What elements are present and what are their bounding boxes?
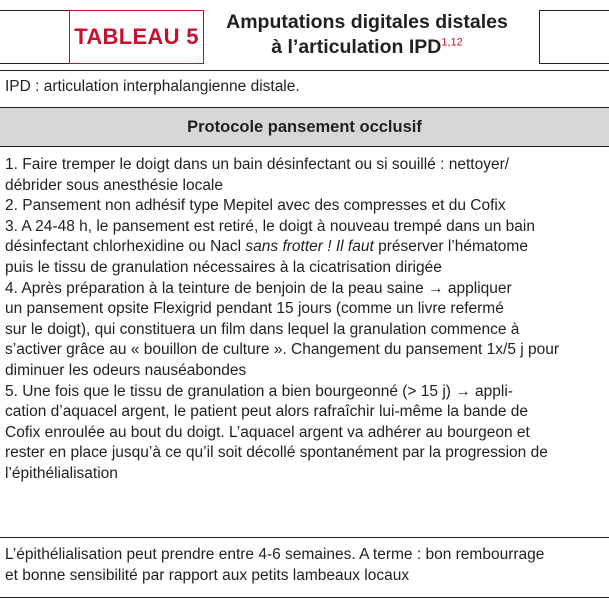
table-header bbox=[0, 0, 609, 72]
step-3-text: préserver l’hématome bbox=[373, 238, 528, 256]
section-title: Protocole pansement occlusif bbox=[187, 117, 422, 136]
abbreviation-note: IPD : articulation interphalangienne distale. bbox=[5, 78, 300, 95]
step-3 bbox=[5, 217, 605, 279]
step-4 bbox=[5, 279, 605, 382]
step-3-line bbox=[5, 237, 605, 258]
table-bottom-rule bbox=[0, 597, 609, 598]
step-3-line: 3. A 24-48 h, le pansement est retiré, le doigt à nouveau trempé dans un bain bbox=[5, 217, 535, 235]
protocol-steps bbox=[5, 155, 605, 485]
footer-divider bbox=[0, 537, 609, 538]
section-header bbox=[0, 107, 609, 147]
step-5-line: rester en place jusqu’à ce qu’il soit décollé spontanément par la progression de bbox=[5, 444, 548, 462]
step-2-line: 2. Pansement non adhésif type Mepitel avec des compresses et du Cofix bbox=[5, 197, 506, 215]
table-number-badge bbox=[69, 10, 204, 64]
step-4-line: diminuer les odeurs nauséabondes bbox=[5, 361, 247, 379]
step-5-line: l’épithélialisation bbox=[5, 464, 118, 482]
step-1-line: 1. Faire tremper le doigt dans un bain désinfectant ou si souillé : nettoyer/ bbox=[5, 156, 510, 173]
title-line-1: Amputations digitales distales bbox=[226, 11, 508, 33]
step-5-line: Cofix enroulée au bout du doigt. L’aquacel argent va adhérer au bourgeon et bbox=[5, 423, 530, 441]
step-1-line: débrider sous anesthésie locale bbox=[5, 176, 223, 194]
step-1 bbox=[5, 155, 605, 196]
header-rule-left-top bbox=[0, 10, 69, 11]
step-3-text: désinfectant chlorhexidine ou Nacl bbox=[5, 238, 246, 256]
footer-line: L’épithélialisation peut prendre entre 4-6 semaines. A terme : bon rembourrage bbox=[5, 546, 545, 563]
step-3-emphasis: sans frotter ! Il faut bbox=[245, 238, 374, 256]
table-title bbox=[212, 10, 522, 60]
step-4-line: 4. Après préparation à la teinture de benjoin de la peau saine → appliquer bbox=[5, 279, 512, 297]
table-footer bbox=[5, 545, 605, 586]
step-5-line: 5. Une fois que le tissu de granulation a bien bourgeonné (> 15 j) → appli- bbox=[5, 382, 513, 400]
step-4-line: sur le doigt), qui constituera un film dans lequel la granulation commence à bbox=[5, 320, 520, 338]
step-5-line: cation d’aquacel argent, le patient peut alors rafraîchir lui-même la bande de bbox=[5, 403, 529, 421]
step-4-line: un pansement opsite Flexigrid pendant 15 jours (comme un livre refermé bbox=[5, 300, 504, 318]
title-references: 1,12 bbox=[441, 36, 463, 49]
title-line-2 bbox=[212, 35, 522, 60]
title-line-2-text: à l’articulation IPD bbox=[271, 36, 442, 58]
table-number: TABLEAU 5 bbox=[74, 24, 199, 49]
step-2 bbox=[5, 196, 605, 217]
footer-line: et bonne sensibilité par rapport aux petits lambeaux locaux bbox=[5, 566, 410, 584]
step-5 bbox=[5, 382, 605, 485]
header-rule-left-bottom bbox=[0, 63, 69, 64]
step-4-line: s’activer grâce au « bouillon de culture ». Changement du pansement 1x/5 j pour bbox=[5, 341, 560, 359]
header-right-box bbox=[539, 10, 609, 64]
step-3-line: puis le tissu de granulation nécessaires à la cicatrisation dirigée bbox=[5, 258, 442, 276]
